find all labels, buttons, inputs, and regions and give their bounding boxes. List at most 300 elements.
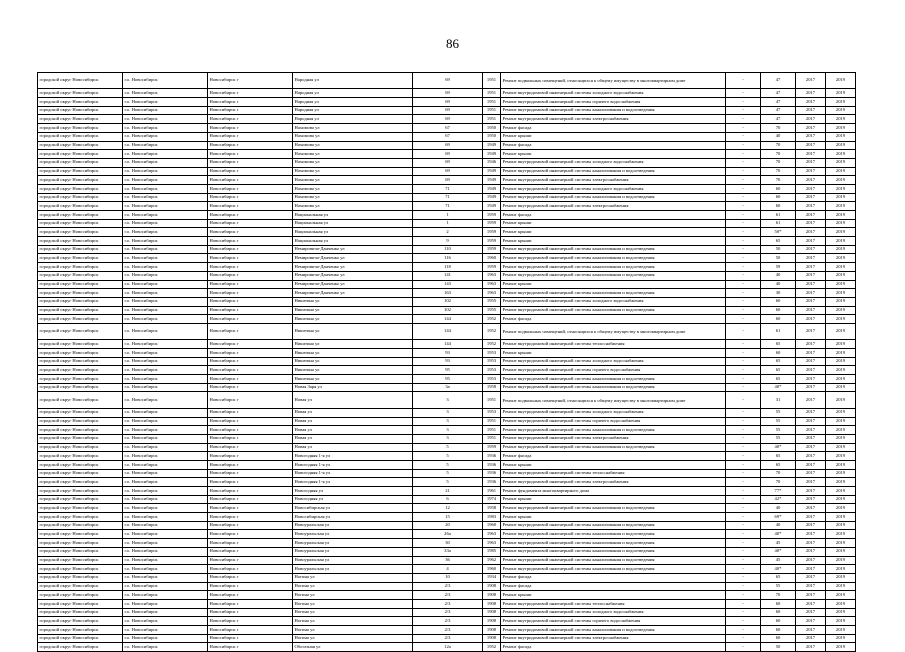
year-to-cell: 2019 — [826, 495, 856, 504]
locality-cell: Новосибирск г — [208, 434, 293, 443]
municipality-cell: городской округ Новосибирск — [38, 504, 123, 513]
house-number-cell: 69 — [413, 150, 483, 159]
district-cell: г.о. Новосибирск — [123, 556, 208, 565]
district-cell: г.о. Новосибирск — [123, 245, 208, 254]
year-built-cell: 1963 — [483, 530, 501, 539]
year-built-cell: 1952 — [483, 340, 501, 349]
municipality-cell: городской округ Новосибирск — [38, 547, 123, 556]
wear-percent-cell: 40 — [761, 280, 796, 289]
locality-cell: Новосибирск г — [208, 323, 293, 339]
dash-cell: - — [726, 643, 761, 652]
house-number-cell: 12 — [413, 504, 483, 513]
table-row — [38, 141, 856, 150]
year-from-cell: 2017 — [796, 202, 826, 211]
year-to-cell: 2019 — [826, 634, 856, 643]
year-from-cell: 2017 — [796, 375, 826, 384]
wear-percent-cell: 40* — [761, 383, 796, 392]
locality-cell: Новосибирск г — [208, 193, 293, 202]
dash-cell: - — [726, 599, 761, 608]
district-cell: г.о. Новосибирск — [123, 591, 208, 600]
dash-cell: - — [726, 245, 761, 254]
house-number-cell: 1 — [413, 211, 483, 220]
year-built-cell: 1950 — [483, 132, 501, 141]
house-number-cell: 2/3 — [413, 617, 483, 626]
house-number-cell: 67 — [413, 132, 483, 141]
wear-percent-cell: 59 — [761, 263, 796, 272]
wear-percent-cell: 40 — [761, 504, 796, 513]
wear-percent-cell: 60 — [761, 634, 796, 643]
locality-cell: Новосибирск г — [208, 417, 293, 426]
locality-cell: Новосибирск г — [208, 176, 293, 185]
work-type-cell: Ремонт внутридомовой инженерной системы канализования и водоотведения — [501, 383, 726, 392]
table-row — [38, 306, 856, 315]
table-row — [38, 434, 856, 443]
work-type-cell: Ремонт внутридомовой инженерной системы электроснабжения — [501, 115, 726, 124]
dash-cell: - — [726, 469, 761, 478]
work-type-cell: Ремонт внутридомовой инженерной системы канализования и водоотведения — [501, 521, 726, 530]
work-type-cell: Ремонт внутридомовой инженерной системы теплоснабжения — [501, 599, 726, 608]
dash-cell: - — [726, 530, 761, 539]
locality-cell: Новосибирск г — [208, 315, 293, 324]
street-cell: Новая ул — [293, 426, 413, 435]
year-from-cell: 2017 — [796, 263, 826, 272]
house-number-cell: 69 — [413, 89, 483, 98]
table-row — [38, 340, 856, 349]
locality-cell: Новосибирск г — [208, 634, 293, 643]
table-row — [38, 219, 856, 228]
year-to-cell: 2019 — [826, 375, 856, 384]
year-built-cell: 1951 — [483, 434, 501, 443]
table-row — [38, 426, 856, 435]
district-cell: г.о. Новосибирск — [123, 617, 208, 626]
house-number-cell: 144 — [413, 340, 483, 349]
table-row — [38, 591, 856, 600]
year-built-cell: 1953 — [483, 349, 501, 358]
dash-cell: - — [726, 452, 761, 461]
year-to-cell: 2019 — [826, 141, 856, 150]
year-built-cell: 1961 — [483, 487, 501, 496]
table-row — [38, 408, 856, 417]
table-row — [38, 495, 856, 504]
district-cell: г.о. Новосибирск — [123, 521, 208, 530]
year-from-cell: 2017 — [796, 315, 826, 324]
year-built-cell: 1951 — [483, 89, 501, 98]
work-type-cell: Ремонт крыши — [501, 495, 726, 504]
year-to-cell: 2019 — [826, 626, 856, 635]
dash-cell: - — [726, 426, 761, 435]
house-number-cell: 93 — [413, 349, 483, 358]
locality-cell: Новосибирск г — [208, 495, 293, 504]
year-built-cell: 1908 — [483, 591, 501, 600]
municipality-cell: городской округ Новосибирск — [38, 478, 123, 487]
work-type-cell: Ремонт внутридомовой инженерной системы горячего водоснабжения — [501, 98, 726, 107]
table-row — [38, 106, 856, 115]
year-to-cell: 2019 — [826, 443, 856, 452]
municipality-cell: городской округ Новосибирск — [38, 375, 123, 384]
year-built-cell: 1952 — [483, 323, 501, 339]
dash-cell: - — [726, 565, 761, 574]
house-number-cell: 30 — [413, 539, 483, 548]
locality-cell: Новосибирск г — [208, 289, 293, 298]
year-to-cell: 2019 — [826, 315, 856, 324]
year-built-cell: 1936 — [483, 469, 501, 478]
municipality-cell: городской округ Новосибирск — [38, 591, 123, 600]
district-cell: г.о. Новосибирск — [123, 487, 208, 496]
locality-cell: Новосибирск г — [208, 513, 293, 522]
district-cell: г.о. Новосибирск — [123, 289, 208, 298]
locality-cell: Новосибирск г — [208, 383, 293, 392]
district-cell: г.о. Новосибирск — [123, 323, 208, 339]
year-to-cell: 2019 — [826, 150, 856, 159]
district-cell: г.о. Новосибирск — [123, 530, 208, 539]
year-to-cell: 2019 — [826, 254, 856, 263]
year-built-cell: 1951 — [483, 115, 501, 124]
year-built-cell: 1936 — [483, 478, 501, 487]
municipality-cell: городской округ Новосибирск — [38, 98, 123, 107]
work-type-cell: Ремонт внутридомовой инженерной системы канализования и водоотведения — [501, 167, 726, 176]
wear-percent-cell: 65 — [761, 340, 796, 349]
year-from-cell: 2017 — [796, 530, 826, 539]
municipality-cell: городской округ Новосибирск — [38, 193, 123, 202]
table-row — [38, 184, 856, 193]
year-from-cell: 2017 — [796, 573, 826, 582]
work-type-cell: Ремонт фасада — [501, 573, 726, 582]
street-cell: Ногина ул — [293, 617, 413, 626]
year-built-cell: 1963 — [483, 289, 501, 298]
district-cell: г.о. Новосибирск — [123, 417, 208, 426]
dash-cell: - — [726, 608, 761, 617]
municipality-cell: городской округ Новосибирск — [38, 417, 123, 426]
municipality-cell: городской округ Новосибирск — [38, 556, 123, 565]
municipality-cell: городской округ Новосибирск — [38, 617, 123, 626]
work-type-cell: Ремонт фундамента многоквартирного дома — [501, 487, 726, 496]
street-cell: Новоуральская ул — [293, 521, 413, 530]
street-cell: Немировича-Данченко ул — [293, 263, 413, 272]
work-type-cell: Ремонт внутридомовой инженерной системы электроснабжения — [501, 634, 726, 643]
locality-cell: Новосибирск г — [208, 452, 293, 461]
table-row — [38, 150, 856, 159]
wear-percent-cell: 61 — [761, 219, 796, 228]
dash-cell: - — [726, 115, 761, 124]
district-cell: г.о. Новосибирск — [123, 150, 208, 159]
street-cell: Новая ул — [293, 392, 413, 408]
district-cell: г.о. Новосибирск — [123, 408, 208, 417]
year-from-cell: 2017 — [796, 245, 826, 254]
municipality-cell: городской округ Новосибирск — [38, 158, 123, 167]
wear-percent-cell: 65 — [761, 237, 796, 246]
year-to-cell: 2019 — [826, 643, 856, 652]
locality-cell: Новосибирск г — [208, 280, 293, 289]
locality-cell: Новосибирск г — [208, 124, 293, 133]
dash-cell: - — [726, 495, 761, 504]
municipality-cell: городской округ Новосибирск — [38, 565, 123, 574]
work-type-cell: Ремонт внутридомовой инженерной системы канализования и водоотведения — [501, 530, 726, 539]
dash-cell: - — [726, 434, 761, 443]
house-number-cell: 116 — [413, 254, 483, 263]
year-built-cell: 1936 — [483, 460, 501, 469]
wear-percent-cell: 65 — [761, 375, 796, 384]
year-to-cell: 2019 — [826, 408, 856, 417]
locality-cell: Новосибирск г — [208, 408, 293, 417]
municipality-cell: городской округ Новосибирск — [38, 245, 123, 254]
locality-cell: Новосибирск г — [208, 167, 293, 176]
municipality-cell: городской округ Новосибирск — [38, 392, 123, 408]
locality-cell: Новосибирск г — [208, 443, 293, 452]
street-cell: Ногина ул — [293, 608, 413, 617]
street-cell: Ногина ул — [293, 626, 413, 635]
municipality-cell: городской округ Новосибирск — [38, 254, 123, 263]
municipality-cell: городской округ Новосибирск — [38, 106, 123, 115]
district-cell: г.о. Новосибирск — [123, 315, 208, 324]
table-row — [38, 375, 856, 384]
wear-percent-cell: 77* — [761, 487, 796, 496]
year-built-cell: 1958 — [483, 504, 501, 513]
wear-percent-cell: 60 — [761, 297, 796, 306]
street-cell: Нахимова ул — [293, 141, 413, 150]
year-to-cell: 2019 — [826, 323, 856, 339]
table-row — [38, 202, 856, 211]
house-number-cell: 21 — [413, 487, 483, 496]
wear-percent-cell: 65 — [761, 452, 796, 461]
year-from-cell: 2017 — [796, 297, 826, 306]
district-cell: г.о. Новосибирск — [123, 565, 208, 574]
street-cell: Никитина ул — [293, 366, 413, 375]
municipality-cell: городской округ Новосибирск — [38, 357, 123, 366]
district-cell: г.о. Новосибирск — [123, 98, 208, 107]
house-number-cell: 69 — [413, 115, 483, 124]
house-number-cell: 163 — [413, 289, 483, 298]
year-built-cell: 1959 — [483, 263, 501, 272]
work-type-cell: Ремонт внутридомовой инженерной системы канализования и водоотведения — [501, 289, 726, 298]
wear-percent-cell: 60 — [761, 617, 796, 626]
work-type-cell: Ремонт крыши — [501, 280, 726, 289]
locality-cell: Новосибирск г — [208, 366, 293, 375]
dash-cell: - — [726, 556, 761, 565]
table-row — [38, 98, 856, 107]
year-to-cell: 2019 — [826, 115, 856, 124]
locality-cell: Новосибирск г — [208, 539, 293, 548]
dash-cell: - — [726, 176, 761, 185]
municipality-cell: городской округ Новосибирск — [38, 132, 123, 141]
year-from-cell: 2017 — [796, 487, 826, 496]
municipality-cell: городской округ Новосибирск — [38, 306, 123, 315]
year-built-cell: 1953 — [483, 357, 501, 366]
district-cell: г.о. Новосибирск — [123, 452, 208, 461]
district-cell: г.о. Новосибирск — [123, 254, 208, 263]
street-cell: Новогодняя 1-я ул — [293, 452, 413, 461]
table-row — [38, 634, 856, 643]
house-number-cell: 9 — [413, 237, 483, 246]
year-built-cell: 1959 — [483, 211, 501, 220]
dash-cell: - — [726, 141, 761, 150]
district-cell: г.о. Новосибирск — [123, 237, 208, 246]
year-built-cell: 1951 — [483, 417, 501, 426]
table-row — [38, 392, 856, 408]
house-number-cell: 5 — [413, 452, 483, 461]
municipality-cell: городской округ Новосибирск — [38, 141, 123, 150]
table-row — [38, 280, 856, 289]
dash-cell: - — [726, 547, 761, 556]
year-to-cell: 2019 — [826, 521, 856, 530]
year-built-cell: 1953 — [483, 408, 501, 417]
year-from-cell: 2017 — [796, 643, 826, 652]
dash-cell: - — [726, 634, 761, 643]
year-built-cell: 1955 — [483, 297, 501, 306]
municipality-cell: городской округ Новосибирск — [38, 323, 123, 339]
street-cell: Народная ул — [293, 89, 413, 98]
house-number-cell: 15 — [413, 513, 483, 522]
locality-cell: Новосибирск г — [208, 626, 293, 635]
table-row — [38, 254, 856, 263]
work-type-cell: Ремонт фасада — [501, 452, 726, 461]
district-cell: г.о. Новосибирск — [123, 634, 208, 643]
dash-cell: - — [726, 280, 761, 289]
district-cell: г.о. Новосибирск — [123, 141, 208, 150]
locality-cell: Новосибирск г — [208, 211, 293, 220]
street-cell: Немировича-Данченко ул — [293, 289, 413, 298]
wear-percent-cell: 40* — [761, 530, 796, 539]
work-type-cell: Ремонт фасада — [501, 643, 726, 652]
table-row — [38, 323, 856, 339]
dash-cell: - — [726, 150, 761, 159]
wear-percent-cell: 70 — [761, 158, 796, 167]
year-built-cell: 1949 — [483, 176, 501, 185]
year-to-cell: 2019 — [826, 392, 856, 408]
work-type-cell: Ремонт крыши — [501, 150, 726, 159]
dash-cell: - — [726, 460, 761, 469]
street-cell: Народная ул — [293, 115, 413, 124]
municipality-cell: городской округ Новосибирск — [38, 124, 123, 133]
wear-percent-cell: 70 — [761, 150, 796, 159]
wear-percent-cell: 60 — [761, 193, 796, 202]
year-to-cell: 2019 — [826, 469, 856, 478]
year-from-cell: 2017 — [796, 98, 826, 107]
work-type-cell: Ремонт внутридомовой инженерной системы канализования и водоотведения — [501, 626, 726, 635]
district-cell: г.о. Новосибирск — [123, 426, 208, 435]
year-to-cell: 2019 — [826, 452, 856, 461]
street-cell: Новоуральская ул — [293, 565, 413, 574]
year-from-cell: 2017 — [796, 106, 826, 115]
work-type-cell: Ремонт внутридомовой инженерной системы канализования и водоотведения — [501, 539, 726, 548]
district-cell: г.о. Новосибирск — [123, 115, 208, 124]
house-number-cell: 141 — [413, 271, 483, 280]
table-row — [38, 237, 856, 246]
wear-percent-cell: 40 — [761, 271, 796, 280]
year-built-cell: 1950 — [483, 124, 501, 133]
capital-repair-table — [37, 72, 856, 652]
year-to-cell: 2019 — [826, 349, 856, 358]
year-from-cell: 2017 — [796, 452, 826, 461]
year-to-cell: 2019 — [826, 280, 856, 289]
locality-cell: Новосибирск г — [208, 530, 293, 539]
dash-cell: - — [726, 513, 761, 522]
table-row — [38, 315, 856, 324]
dash-cell: - — [726, 357, 761, 366]
year-from-cell: 2017 — [796, 141, 826, 150]
year-to-cell: 2019 — [826, 211, 856, 220]
municipality-cell: городской округ Новосибирск — [38, 115, 123, 124]
work-type-cell: Ремонт внутридомовой инженерной системы холодного водоснабжения — [501, 608, 726, 617]
street-cell: Нахимова ул — [293, 124, 413, 133]
dash-cell: - — [726, 392, 761, 408]
house-number-cell: 102 — [413, 297, 483, 306]
dash-cell: - — [726, 297, 761, 306]
municipality-cell: городской округ Новосибирск — [38, 383, 123, 392]
work-type-cell: Ремонт фасада — [501, 141, 726, 150]
year-to-cell: 2019 — [826, 98, 856, 107]
district-cell: г.о. Новосибирск — [123, 349, 208, 358]
year-from-cell: 2017 — [796, 193, 826, 202]
wear-percent-cell: 40* — [761, 443, 796, 452]
wear-percent-cell: 70 — [761, 176, 796, 185]
work-type-cell: Ремонт внутридомовой инженерной системы горячего водоснабжения — [501, 366, 726, 375]
wear-percent-cell: 70 — [761, 469, 796, 478]
year-to-cell: 2019 — [826, 202, 856, 211]
year-from-cell: 2017 — [796, 132, 826, 141]
year-built-cell: 1953 — [483, 366, 501, 375]
district-cell: г.о. Новосибирск — [123, 582, 208, 591]
page-number: 86 — [446, 36, 459, 51]
work-type-cell: Ремонт подвальных помещений, относящихся к общему имуществу в многоквартирном доме — [501, 73, 726, 89]
street-cell: Немировича-Данченко ул — [293, 245, 413, 254]
year-to-cell: 2019 — [826, 573, 856, 582]
year-built-cell: 1951 — [483, 73, 501, 89]
street-cell: Новая ул — [293, 417, 413, 426]
work-type-cell: Ремонт внутридомовой инженерной системы канализования и водоотведения — [501, 306, 726, 315]
municipality-cell: городской округ Новосибирск — [38, 599, 123, 608]
wear-percent-cell: 70 — [761, 167, 796, 176]
year-to-cell: 2019 — [826, 426, 856, 435]
municipality-cell: городской округ Новосибирск — [38, 297, 123, 306]
year-built-cell: 1936 — [483, 452, 501, 461]
year-from-cell: 2017 — [796, 115, 826, 124]
dash-cell: - — [726, 73, 761, 89]
table-row — [38, 504, 856, 513]
locality-cell: Новосибирск г — [208, 271, 293, 280]
work-type-cell: Ремонт крыши — [501, 460, 726, 469]
dash-cell: - — [726, 167, 761, 176]
street-cell: Новосибирская ул — [293, 504, 413, 513]
dash-cell: - — [726, 184, 761, 193]
dash-cell: - — [726, 237, 761, 246]
dash-cell: - — [726, 591, 761, 600]
table-row — [38, 478, 856, 487]
locality-cell: Новосибирск г — [208, 340, 293, 349]
year-from-cell: 2017 — [796, 184, 826, 193]
dash-cell: - — [726, 219, 761, 228]
year-from-cell: 2017 — [796, 582, 826, 591]
year-built-cell: 1953 — [483, 375, 501, 384]
work-type-cell: Ремонт внутридомовой инженерной системы канализования и водоотведения — [501, 193, 726, 202]
municipality-cell: городской округ Новосибирск — [38, 408, 123, 417]
house-number-cell: 71 — [413, 184, 483, 193]
year-to-cell: 2019 — [826, 297, 856, 306]
year-to-cell: 2019 — [826, 383, 856, 392]
locality-cell: Новосибирск г — [208, 478, 293, 487]
district-cell: г.о. Новосибирск — [123, 184, 208, 193]
municipality-cell: городской округ Новосибирск — [38, 513, 123, 522]
dash-cell: - — [726, 408, 761, 417]
year-built-cell: 1963 — [483, 271, 501, 280]
wear-percent-cell: 55 — [761, 582, 796, 591]
wear-percent-cell: 69* — [761, 513, 796, 522]
year-from-cell: 2017 — [796, 349, 826, 358]
municipality-cell: городской округ Новосибирск — [38, 315, 123, 324]
year-built-cell: 1951 — [483, 98, 501, 107]
district-cell: г.о. Новосибирск — [123, 478, 208, 487]
locality-cell: Новосибирск г — [208, 469, 293, 478]
work-type-cell: Ремонт внутридомовой инженерной системы горячего водоснабжения — [501, 617, 726, 626]
